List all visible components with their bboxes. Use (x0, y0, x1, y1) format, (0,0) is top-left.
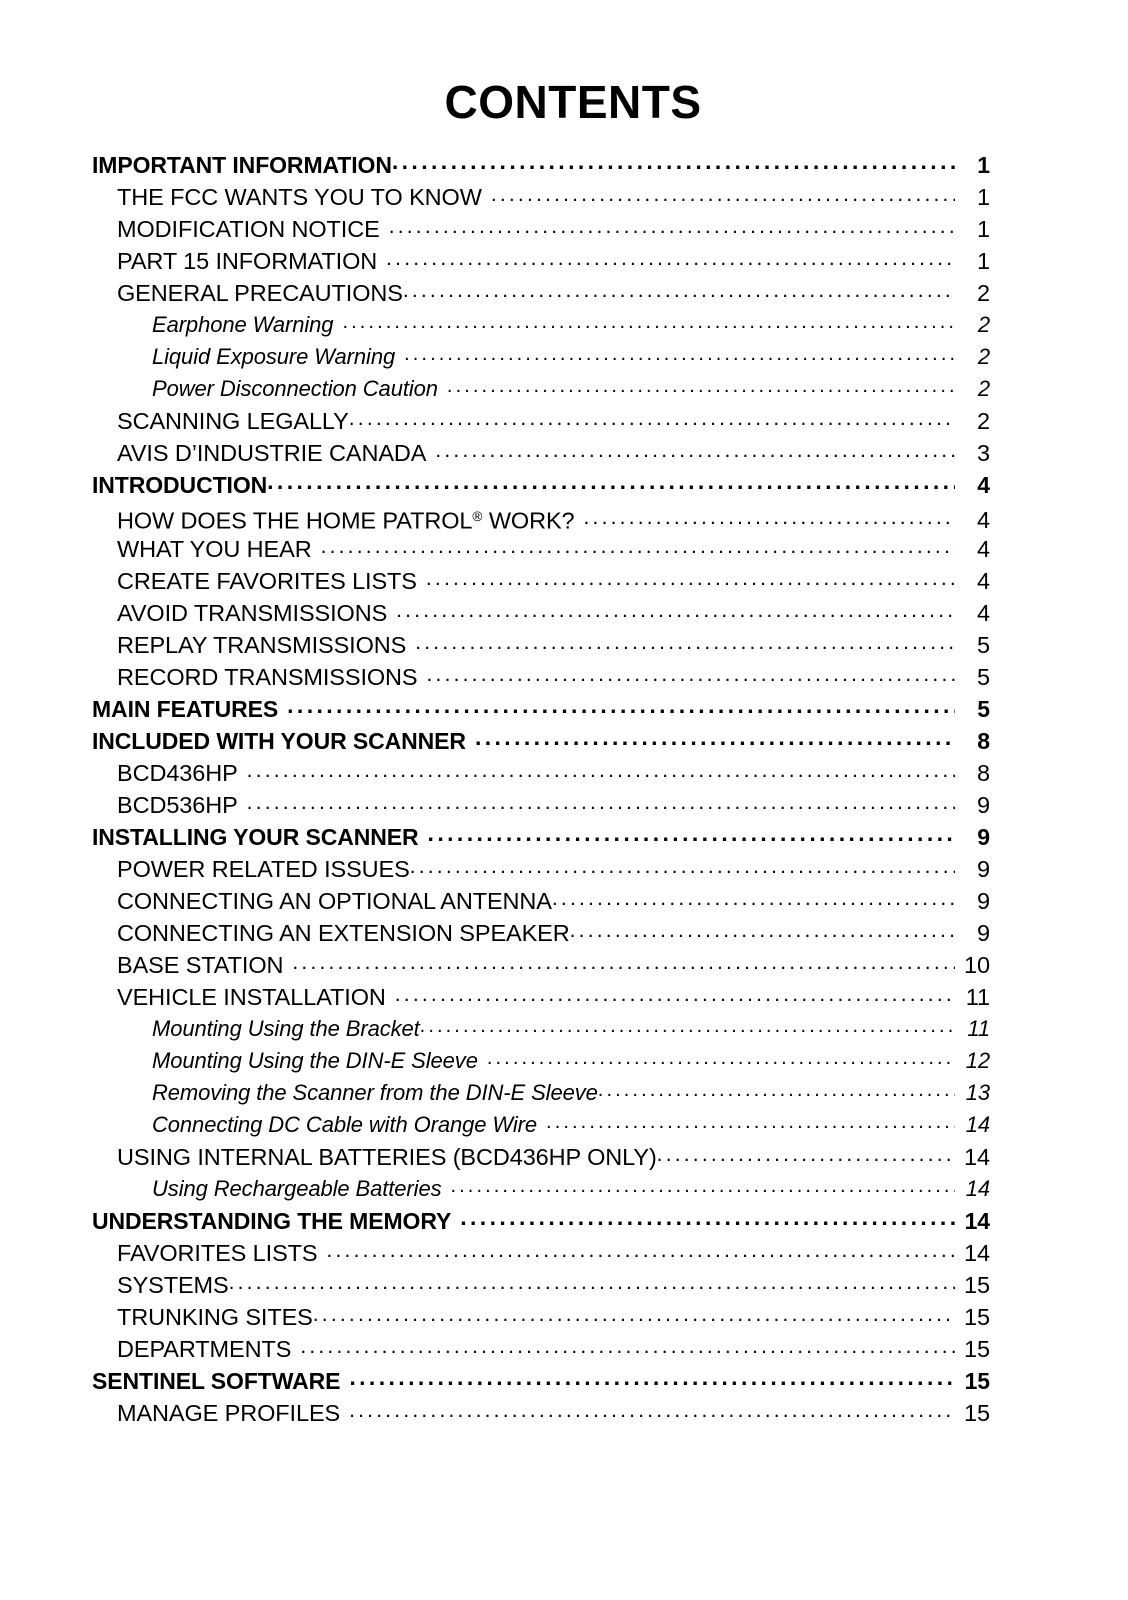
toc-entry[interactable] (0, 501, 1128, 533)
toc-entry[interactable] (0, 725, 1128, 757)
toc-entry[interactable] (0, 1173, 1128, 1205)
dot-leader (584, 505, 955, 529)
dot-leader (428, 822, 955, 845)
toc-entry[interactable] (0, 469, 1128, 501)
dot-leader (267, 470, 955, 493)
dot-leader (300, 1334, 955, 1358)
dot-leader (342, 310, 955, 332)
dot-leader (435, 438, 955, 462)
toc-entry-label: TRUNKING SITES (117, 1304, 313, 1330)
toc-entry-label: GENERAL PRECAUTIONS (117, 280, 403, 306)
toc-entry-label: INSTALLING YOUR SCANNER (92, 824, 419, 850)
toc-entry[interactable] (0, 661, 1128, 693)
toc-entry-label: UNDERSTANDING THE MEMORY (92, 1208, 452, 1234)
toc-entry-label: MAIN FEATURES (92, 696, 279, 722)
toc-entry-page-number: 14 (964, 1208, 990, 1234)
toc-entry[interactable] (0, 885, 1128, 917)
toc-entry-page-number: 2 (977, 312, 990, 337)
toc-entry-page-number: 14 (964, 1144, 990, 1170)
toc-entry-page-number: 1 (977, 184, 990, 210)
toc-entry-page-number: 2 (977, 280, 990, 306)
toc-entry[interactable] (0, 1397, 1128, 1429)
toc-entry-page-number: 8 (977, 728, 990, 754)
toc-entry-label: INTRODUCTION (92, 472, 268, 498)
toc-entry[interactable] (0, 1141, 1128, 1173)
dot-leader (396, 598, 955, 622)
toc-entry-page-number: 1 (977, 248, 990, 274)
toc-entry[interactable] (0, 1301, 1128, 1333)
toc-entry-page-number: 5 (977, 632, 990, 658)
dot-leader (349, 406, 955, 430)
toc-entry[interactable] (0, 245, 1128, 277)
toc-entry-label: INCLUDED WITH YOUR SCANNER (92, 728, 466, 754)
toc-entry[interactable] (0, 1269, 1128, 1301)
toc-entry-label: RECORD TRANSMISSIONS (117, 664, 418, 690)
dot-leader (287, 694, 955, 717)
toc-entry-page-number: 3 (977, 440, 990, 466)
toc-entry-label: VEHICLE INSTALLATION (117, 984, 386, 1010)
toc-entry-label: CONNECTING AN EXTENSION SPEAKER (117, 920, 570, 946)
toc-entry-page-number: 15 (964, 1400, 990, 1426)
table-of-contents (0, 149, 1128, 1429)
toc-entry-page-number: 10 (964, 952, 990, 978)
dot-leader (389, 214, 955, 238)
toc-entry[interactable] (0, 1077, 1128, 1109)
dot-leader (487, 1046, 955, 1068)
toc-entry[interactable] (0, 821, 1128, 853)
dot-leader (247, 758, 955, 782)
toc-entry-page-number: 1 (977, 152, 990, 178)
toc-entry-label: CONNECTING AN OPTIONAL ANTENNA (117, 888, 552, 914)
toc-entry[interactable] (0, 1365, 1128, 1397)
dot-leader (546, 1110, 955, 1132)
dot-leader (598, 1078, 955, 1100)
toc-entry-label: DEPARTMENTS (117, 1336, 292, 1362)
toc-entry-page-number: 15 (964, 1368, 990, 1394)
dot-leader (570, 918, 955, 942)
toc-entry-page-number: 9 (977, 824, 990, 850)
toc-entry-page-number: 2 (977, 408, 990, 434)
toc-entry-label: IMPORTANT INFORMATION (92, 152, 392, 178)
dot-leader (349, 1398, 955, 1422)
toc-entry-label: SENTINEL SOFTWARE (92, 1368, 341, 1394)
toc-entry-label: HOW DOES THE HOME PATROL® WORK? (117, 507, 575, 533)
toc-entry-label: MODIFICATION NOTICE (117, 216, 380, 242)
toc-entry-label: Earphone Warning (152, 312, 334, 337)
toc-entry-label: MANAGE PROFILES (117, 1400, 341, 1426)
toc-entry-label: THE FCC WANTS YOU TO KNOW (117, 184, 482, 210)
toc-entry[interactable] (0, 981, 1128, 1013)
toc-entry-page-number: 9 (977, 888, 990, 914)
toc-entry-page-number: 9 (977, 792, 990, 818)
toc-entry-label: Mounting Using the DIN-E Sleeve (152, 1048, 478, 1073)
toc-entry[interactable] (0, 533, 1128, 565)
toc-entry[interactable] (0, 1237, 1128, 1269)
dot-leader (326, 1238, 955, 1262)
toc-entry-label: BASE STATION (117, 952, 284, 978)
toc-entry-page-number: 4 (977, 536, 990, 562)
dot-leader (420, 1014, 955, 1036)
dot-leader (447, 374, 955, 396)
toc-entry[interactable] (0, 853, 1128, 885)
toc-entry-page-number: 14 (965, 1176, 990, 1201)
toc-entry-label: WHAT YOU HEAR (117, 536, 312, 562)
toc-entry-page-number: 1 (977, 216, 990, 242)
toc-entry-label: AVOID TRANSMISSIONS (117, 600, 388, 626)
toc-entry[interactable] (0, 1013, 1128, 1045)
toc-entry-page-number: 8 (977, 760, 990, 786)
dot-leader (415, 630, 955, 654)
dot-leader (321, 534, 955, 558)
toc-entry-label: USING INTERNAL BATTERIES (BCD436HP ONLY) (117, 1144, 657, 1170)
dot-leader (313, 1302, 955, 1326)
toc-entry-label: SYSTEMS (117, 1272, 229, 1298)
toc-entry-page-number: 11 (967, 1016, 990, 1041)
toc-entry[interactable] (0, 213, 1128, 245)
dot-leader (460, 1206, 955, 1229)
toc-entry-page-number: 4 (977, 568, 990, 594)
toc-entry[interactable] (0, 949, 1128, 981)
toc-entry[interactable] (0, 1205, 1128, 1237)
toc-entry-label: Liquid Exposure Warning (152, 344, 396, 369)
dot-leader (386, 246, 955, 270)
dot-leader (395, 982, 955, 1006)
toc-entry[interactable] (0, 1333, 1128, 1365)
dot-leader (403, 278, 955, 302)
toc-entry-label: REPLAY TRANSMISSIONS (117, 632, 407, 658)
toc-entry-page-number: 2 (977, 344, 990, 369)
toc-entry-page-number: 5 (977, 664, 990, 690)
dot-leader (657, 1142, 955, 1166)
toc-entry-label: Removing the Scanner from the DIN-E Sleeve (152, 1080, 598, 1105)
toc-entry[interactable] (0, 1109, 1128, 1141)
toc-entry-page-number: 2 (977, 376, 990, 401)
toc-entry-page-number: 15 (964, 1272, 990, 1298)
toc-entry-label: POWER RELATED ISSUES (117, 856, 410, 882)
dot-leader (410, 854, 955, 878)
toc-entry-page-number: 9 (977, 920, 990, 946)
toc-entry[interactable] (0, 629, 1128, 661)
toc-entry[interactable] (0, 405, 1128, 437)
toc-entry-page-number: 14 (964, 1240, 990, 1266)
toc-entry-label: Using Rechargeable Batteries (152, 1176, 442, 1201)
toc-entry[interactable] (0, 277, 1128, 309)
toc-entry-label: FAVORITES LISTS (117, 1240, 318, 1266)
toc-entry[interactable] (0, 341, 1128, 373)
dot-leader (450, 1174, 955, 1196)
toc-entry-page-number: 4 (977, 600, 990, 626)
toc-entry[interactable] (0, 789, 1128, 821)
dot-leader (426, 566, 955, 590)
toc-entry[interactable] (0, 181, 1128, 213)
toc-entry-label: Mounting Using the Bracket (152, 1016, 420, 1041)
dot-leader (552, 886, 955, 910)
toc-entry-label: PART 15 INFORMATION (117, 248, 378, 274)
dot-leader (404, 342, 955, 364)
toc-entry[interactable] (0, 437, 1128, 469)
toc-entry-page-number: 9 (977, 856, 990, 882)
toc-entry[interactable] (0, 309, 1128, 341)
toc-entry-page-number: 12 (965, 1048, 990, 1073)
toc-entry[interactable] (0, 1045, 1128, 1077)
toc-entry-label: BCD536HP (117, 792, 238, 818)
dot-leader (427, 662, 956, 686)
dot-leader (349, 1366, 955, 1389)
toc-entry-label: SCANNING LEGALLY (117, 408, 349, 434)
toc-entry-page-number: 4 (977, 472, 990, 498)
toc-entry-page-number: 14 (965, 1112, 990, 1137)
toc-entry-label: AVIS D’INDUSTRIE CANADA (117, 440, 427, 466)
toc-entry[interactable] (0, 373, 1128, 405)
page-title: CONTENTS (444, 76, 702, 128)
toc-entry-label: CREATE FAVORITES LISTS (117, 568, 417, 594)
toc-entry-page-number: 11 (965, 984, 990, 1010)
toc-entry-page-number: 4 (977, 507, 990, 533)
toc-entry-label: Connecting DC Cable with Orange Wire (152, 1112, 538, 1137)
toc-entry-page-number: 13 (965, 1080, 990, 1105)
toc-entry-page-number: 15 (964, 1304, 990, 1330)
toc-entry-page-number: 5 (977, 696, 990, 722)
dot-leader (392, 150, 955, 173)
dot-leader (491, 182, 955, 206)
toc-entry[interactable] (0, 757, 1128, 789)
toc-entry-label: Power Disconnection Caution (152, 376, 438, 401)
dot-leader (229, 1270, 955, 1294)
toc-entry-page-number: 15 (964, 1336, 990, 1362)
toc-entry[interactable] (0, 149, 1128, 181)
dot-leader (292, 950, 955, 974)
toc-entry[interactable] (0, 565, 1128, 597)
toc-entry-label: BCD436HP (117, 760, 238, 786)
registered-trademark-icon: ® (472, 509, 483, 524)
dot-leader (475, 726, 955, 749)
toc-entry[interactable] (0, 693, 1128, 725)
toc-entry[interactable] (0, 917, 1128, 949)
dot-leader (247, 790, 955, 814)
toc-entry[interactable] (0, 597, 1128, 629)
